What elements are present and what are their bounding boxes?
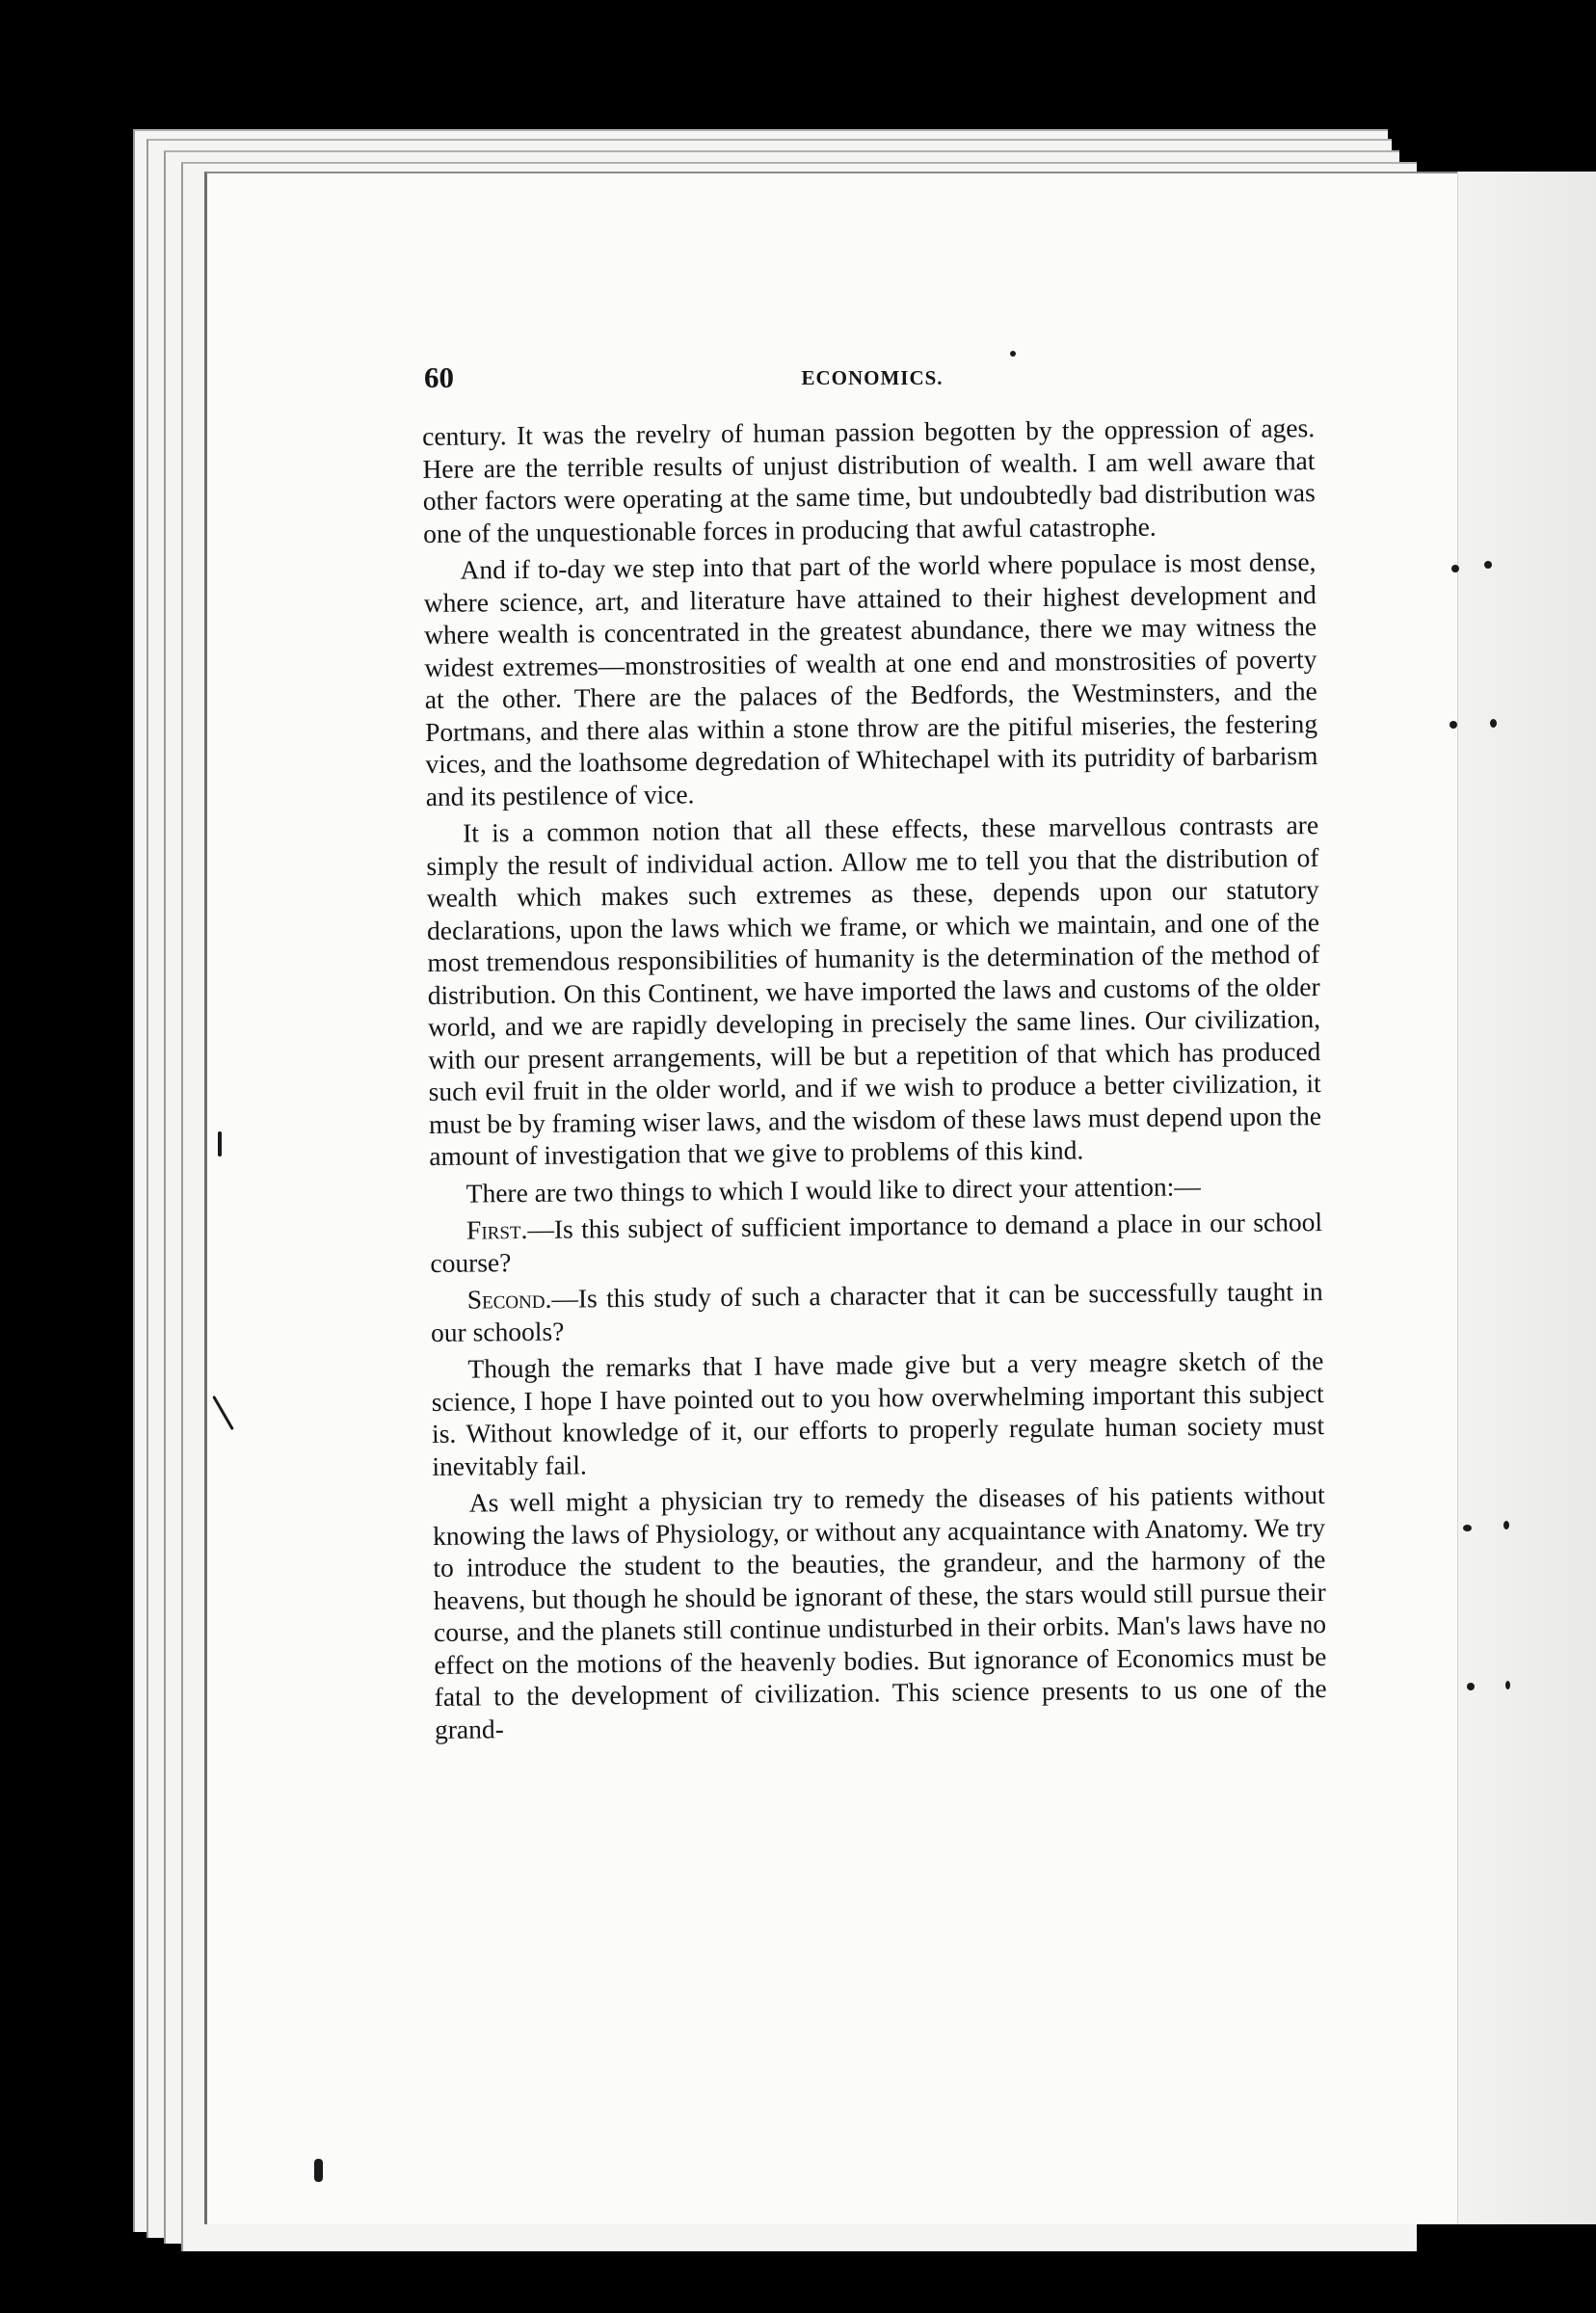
margin-tick <box>218 1131 222 1156</box>
margin-speck <box>1505 1681 1510 1689</box>
margin-speck <box>1484 561 1492 569</box>
page-fold-shadow <box>1457 172 1596 2224</box>
margin-speck <box>1463 1525 1472 1531</box>
first-question-label: First. <box>466 1213 528 1245</box>
page-number: 60 <box>424 360 454 394</box>
margin-speck <box>1503 1521 1509 1529</box>
second-question-label: Second. <box>466 1283 552 1315</box>
second-question-text: —Is this study of such a character that it can be successfully taught in our schools? <box>430 1276 1323 1347</box>
running-head: ECONOMICS. <box>801 366 944 389</box>
first-question-text: —Is this subject of sufficient importance to demand a place in our school course? <box>430 1207 1323 1278</box>
margin-speck <box>314 2159 323 2182</box>
margin-speck <box>1010 351 1016 357</box>
second-question <box>431 1275 1324 1348</box>
paragraph: Though the remarks that I have made give but a very meagre sketch of the science, I hope I have pointed out to you how overwhelming important this subject is. Without knowledge of it, our efforts to properly regulate human society must inevitably fail. <box>431 1345 1325 1481</box>
margin-speck <box>1490 719 1497 728</box>
paragraph: And if to-day we step into that part of the world where populace is most dense, where science, art, and literature have attained to their highest development and where wealth is concentrated in the greatest abundance, there we may witness the widest extremes—monstrosities of wealth at one end and monstrosities of poverty at the other. There are the palaces of the Bedfords, the Westminsters, and the Portmans, and there alas within a stone throw are the pitiful miseries, the festering vices, and the loathsome degredation of Whitechapel with its putridity of barbarism and its pestilence of vice. <box>423 546 1318 811</box>
margin-speck <box>1467 1683 1475 1690</box>
page-header <box>424 360 1320 399</box>
margin-speck <box>1451 565 1459 572</box>
first-question <box>430 1206 1323 1279</box>
paragraph: There are two things to which I would like to direct your attention:— <box>466 1170 1201 1209</box>
paragraph: It is a common notion that all these effects, these marvellous contrasts are simply the result of individual action. Allow me to tell you that the distribution of wealth which makes such extremes as these, depends upon our statutory declarations, upon the laws which we frame, or which we maintain, and one of the most tremendous responsibilities of humanity is the determination of the method of distribution. On this Continent, we have imported the laws and customs of the older world, and we are rapidly developing in precisely the same lines. Our civilization, with our present arrangements, will be but a repetition of that which has produced such evil fruit in the older world, and if we wish to produce a better civilization, it must be by framing wiser laws, and the wisdom of these laws must depend upon the amount of investigation that we give to problems of this kind. <box>426 810 1322 1171</box>
margin-speck <box>1450 721 1457 729</box>
paragraph: century. It was the revelry of human passion begotten by the oppression of ages. Here are the terrible results of unjust distribution of wealth. I am well aware that other factors were operating at the same time, but undoubtedly bad distribution was one of the unquestionable forces in producing that awful catastrophe. <box>422 412 1316 548</box>
body-text <box>422 412 1327 1750</box>
paragraph: As well might a physician try to remedy the diseases of his patients without knowing the laws of Physiology, or without any acquaintance with Anatomy. We try to introduce the student to the beauties, the grandeur, and the harmony of the heavens, but though he should be ignorant of these, the stars would still pursue their course, and the planets still continue undisturbed in their orbits. Man's laws have no effect on the motions of the heavenly bodies. But ignorance of Economics must be fatal to the development of civilization. This science presents to us one of the grand- <box>432 1479 1327 1744</box>
